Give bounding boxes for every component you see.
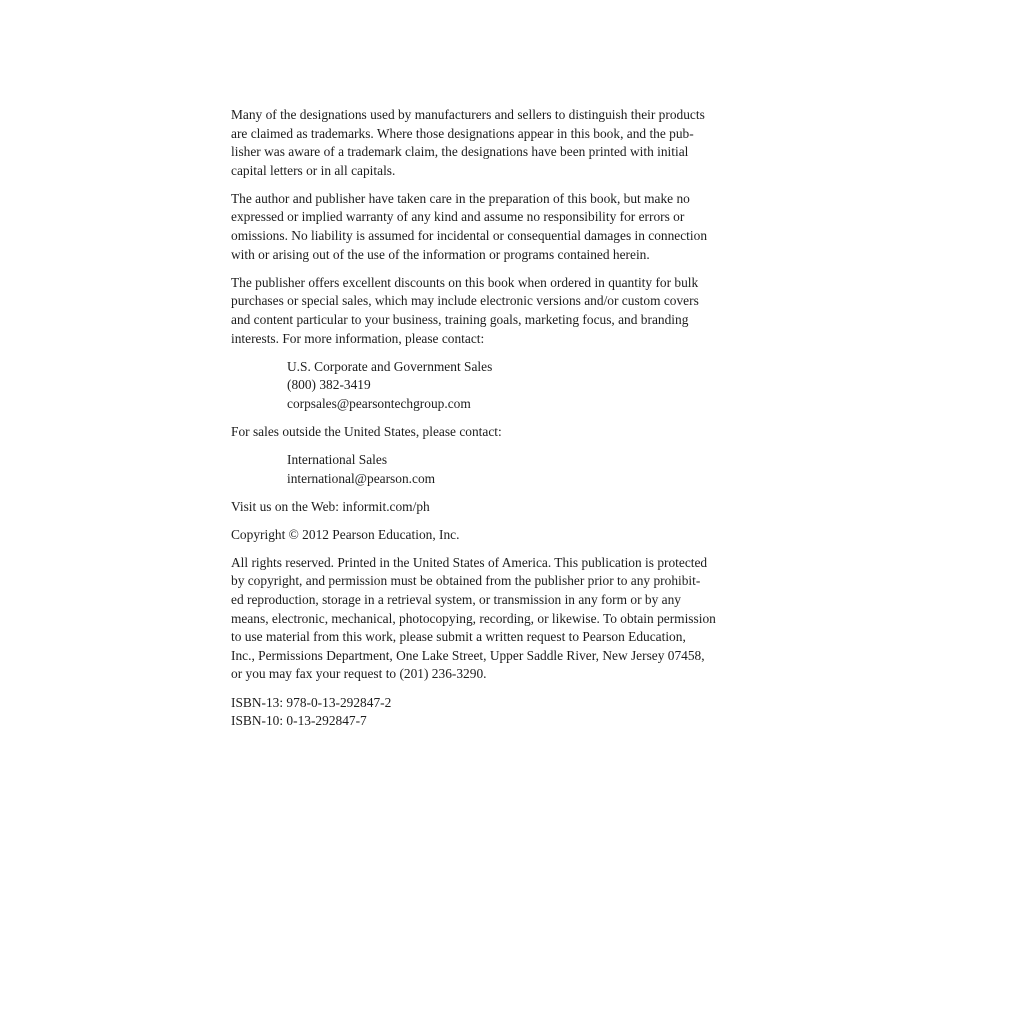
copyright-page xyxy=(231,106,783,731)
intl-sales-email: international@pearson.com xyxy=(287,470,436,486)
text-line: means, electronic, mechanical, photocopying, recording, or likewise. To obtain permission xyxy=(231,610,716,626)
copyright-line: Copyright © 2012 Pearson Education, Inc. xyxy=(231,526,460,542)
isbn-10: ISBN-10: 0-13-292847-7 xyxy=(231,713,367,729)
international-sales-contact xyxy=(287,451,783,488)
text-line: The author and publisher have taken care in the preparation of this book, but make no xyxy=(231,190,690,206)
outside-us-paragraph: For sales outside the United States, please contact: xyxy=(231,423,502,439)
intl-sales-name: International Sales xyxy=(287,452,388,467)
us-sales-phone: (800) 382-3419 xyxy=(287,377,371,393)
text-line: with or arising out of the use of the information or programs contained herein. xyxy=(231,246,650,262)
text-line: Many of the designations used by manufacturers and sellers to distinguish their products xyxy=(231,107,705,122)
us-sales-email: corpsales@pearsontechgroup.com xyxy=(287,395,471,411)
rights-paragraph xyxy=(231,554,783,684)
web-paragraph: Visit us on the Web: informit.com/ph xyxy=(231,498,430,514)
isbn-13: ISBN-13: 978-0-13-292847-2 xyxy=(231,694,392,710)
text-line: to use material from this work, please submit a written request to Pearson Education, xyxy=(231,629,686,645)
text-line: expressed or implied warranty of any kind and assume no responsibility for errors or xyxy=(231,209,685,225)
text-line: omissions. No liability is assumed for incidental or consequential damages in connection xyxy=(231,228,708,244)
text-line: All rights reserved. Printed in the United States of America. This publication is protected xyxy=(231,554,708,570)
text-line: ed reproduction, storage in a retrieval system, or transmission in any form or by any xyxy=(231,592,681,608)
text-line: interests. For more information, please contact: xyxy=(231,330,485,346)
text-line: by copyright, and permission must be obtained from the publisher prior to any prohibit- xyxy=(231,573,701,589)
text-line: capital letters or in all capitals. xyxy=(231,162,396,178)
text-line: lisher was aware of a trademark claim, the designations have been printed with initial xyxy=(231,144,689,160)
text-line: or you may fax your request to (201) 236-3290. xyxy=(231,666,487,682)
us-sales-contact xyxy=(287,358,783,414)
text-line: and content particular to your business, training goals, marketing focus, and branding xyxy=(231,311,689,327)
discounts-paragraph xyxy=(231,274,783,348)
text-line: are claimed as trademarks. Where those designations appear in this book, and the pub- xyxy=(231,125,694,141)
us-sales-name: U.S. Corporate and Government Sales xyxy=(287,358,493,374)
trademark-paragraph xyxy=(231,106,783,180)
text-line: The publisher offers excellent discounts on this book when ordered in quantity for bulk xyxy=(231,274,699,290)
text-line: Inc., Permissions Department, One Lake Street, Upper Saddle River, New Jersey 07458, xyxy=(231,647,705,663)
warranty-paragraph xyxy=(231,190,783,264)
isbn-block xyxy=(231,694,783,731)
text-line: purchases or special sales, which may include electronic versions and/or custom covers xyxy=(231,293,699,309)
